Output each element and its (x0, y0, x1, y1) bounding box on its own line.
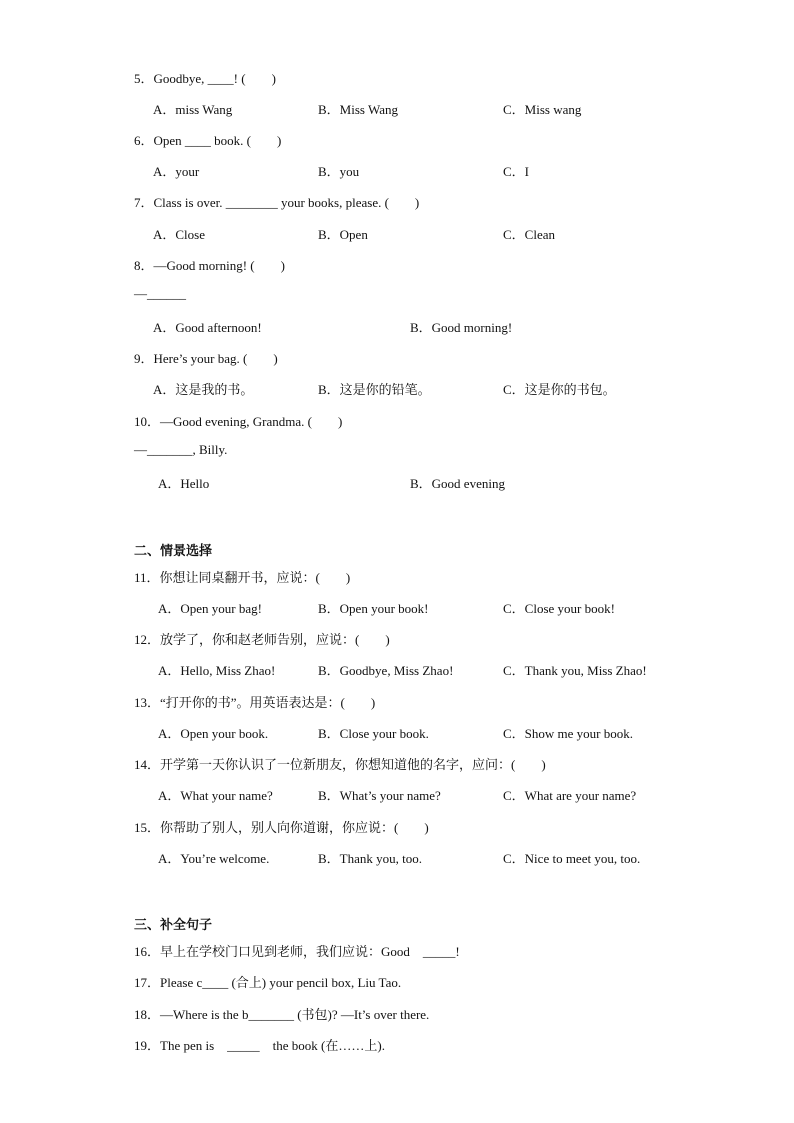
option-c: C．Thank you, Miss Zhao! (503, 663, 647, 678)
option-c: C．Miss wang (503, 102, 582, 117)
question-16-stem: 16．早上在学校门口见到老师，我们应说：Good _____! (134, 944, 460, 959)
option-a: A．miss Wang (153, 102, 233, 117)
question-18-stem: 18．—Where is the b_______ (书包)? —It’s over there. (134, 1007, 430, 1022)
option-b: B．Good evening (410, 476, 505, 491)
question-19-stem: 19．The pen is _____ the book (在……上). (134, 1038, 385, 1053)
option-b: B．Close your book. (318, 726, 429, 741)
question-9-options (0, 379, 794, 397)
question-17-stem: 17．Please c____ (合上) your pencil box, Liu Tao. (134, 975, 402, 990)
option-c: C．Clean (503, 227, 555, 242)
option-b: B．you (318, 164, 360, 179)
option-c: C．Close your book! (503, 601, 615, 616)
option-b: B．这是你的铅笔。 (318, 382, 431, 397)
option-c: C．What are your name? (503, 788, 637, 803)
option-a: A．Good afternoon! (153, 320, 262, 335)
option-b: B．Good morning! (410, 320, 513, 335)
option-a: A．Open your bag! (158, 601, 262, 616)
question-8-reply: —______ (134, 286, 186, 301)
option-c: C．这是你的书包。 (503, 382, 616, 397)
question-10-reply: —_______, Billy. (134, 442, 228, 457)
question-12-options (0, 660, 794, 678)
question-8-stem: 8．—Good morning! ( ) (134, 258, 285, 273)
question-9-stem: 9．Here’s your bag. ( ) (134, 351, 278, 366)
option-b: B．Miss Wang (318, 102, 398, 117)
option-a: A．Open your book. (158, 726, 269, 741)
question-10-stem: 10．—Good evening, Grandma. ( ) (134, 414, 343, 429)
option-b: B．Open your book! (318, 601, 429, 616)
question-13-options (0, 723, 794, 741)
question-8-options (0, 317, 794, 335)
option-a: A．Hello, Miss Zhao! (158, 663, 276, 678)
option-c: C．I (503, 164, 530, 179)
question-7-stem: 7．Class is over. ________ your books, please. ( ) (134, 195, 420, 210)
question-6-stem: 6．Open ____ book. ( ) (134, 133, 282, 148)
option-b: B．Open (318, 227, 368, 242)
option-a: A．Close (153, 227, 206, 242)
option-b: B．Thank you, too. (318, 851, 422, 866)
question-11-options (0, 598, 794, 616)
question-11-stem: 11．你想让同桌翻开书，应说：( ) (134, 570, 351, 585)
option-b: B．What’s your name? (318, 788, 441, 803)
option-a: A．这是我的书。 (153, 382, 254, 397)
section-heading: 三、补全句子 (134, 917, 213, 932)
option-a: A．What your name? (158, 788, 273, 803)
option-c: C．Show me your book. (503, 726, 634, 741)
question-15-options (0, 848, 794, 866)
question-14-stem: 14．开学第一天你认识了一位新朋友，你想知道他的名字，应问：( ) (134, 757, 546, 772)
question-13-stem: 13．“打开你的书”。用英语表达是：( ) (134, 695, 376, 710)
question-5-stem: 5．Goodbye, ____! ( ) (134, 71, 276, 86)
section-heading: 二、情景选择 (134, 543, 213, 558)
option-c: C．Nice to meet you, too. (503, 851, 641, 866)
question-5-options (0, 99, 794, 117)
option-a: A．Hello (158, 476, 210, 491)
option-b: B．Goodbye, Miss Zhao! (318, 663, 454, 678)
question-7-options (0, 224, 794, 242)
option-a: A．your (153, 164, 200, 179)
question-10-options (0, 473, 794, 491)
question-6-options (0, 161, 794, 179)
option-a: A．You’re welcome. (158, 851, 270, 866)
question-12-stem: 12．放学了，你和赵老师告别，应说：( ) (134, 632, 390, 647)
question-15-stem: 15．你帮助了别人，别人向你道谢，你应说：( ) (134, 820, 429, 835)
question-14-options (0, 785, 794, 803)
